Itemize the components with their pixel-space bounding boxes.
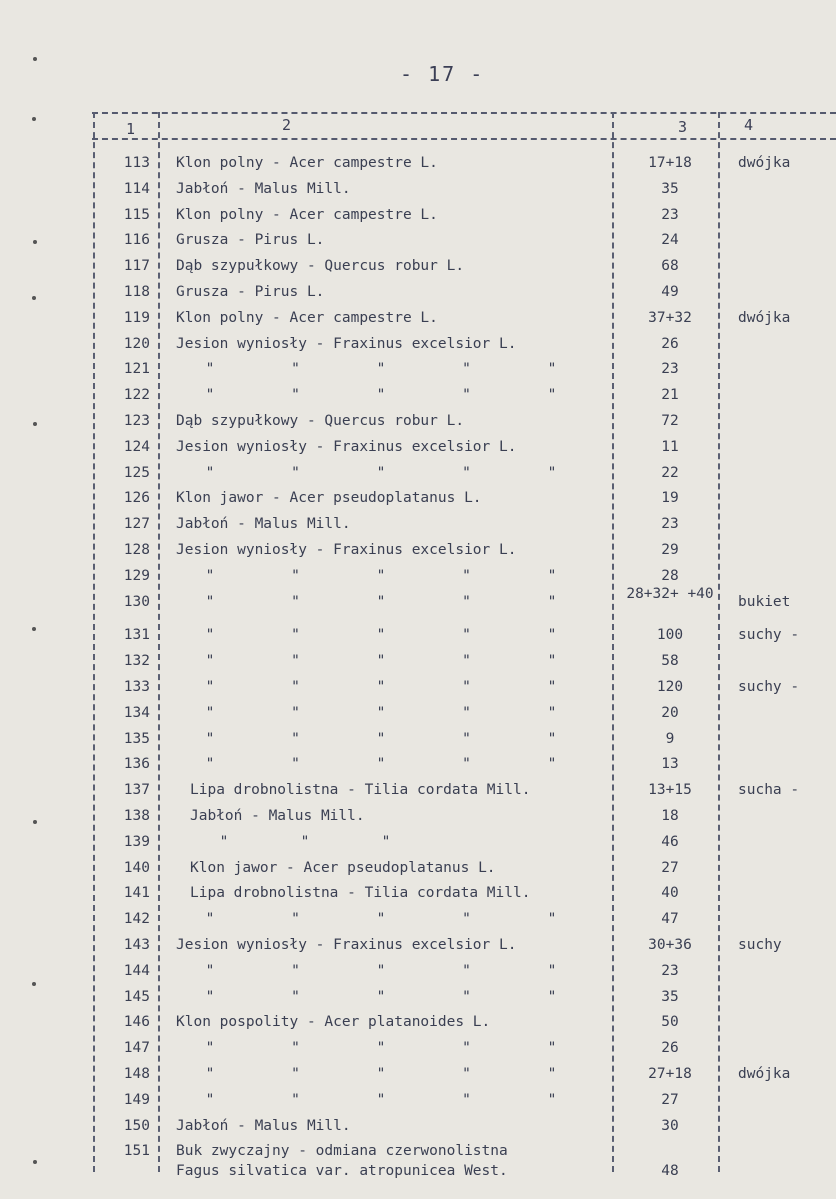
ditto-mark: " [547,962,557,979]
table-row [0,410,836,432]
species-name: Klon jawor - Acer pseudoplatanus L. [176,490,482,507]
circumference: 47 [661,911,679,928]
ditto-mark: " [376,387,386,404]
ditto-mark: " [291,988,300,1005]
circumference: 58 [661,653,679,670]
row-number: 145 [123,988,150,1005]
ditto-mark: " [376,730,386,747]
header-col-3: 3 [678,118,688,136]
row-number: 125 [123,464,150,481]
table-row [0,753,836,775]
ditto-mark: " [376,361,386,378]
ditto-mark: " [205,988,215,1005]
margin-dot [32,117,36,121]
row-number: 123 [123,413,150,429]
table-row [0,857,836,879]
ditto-mark: " [462,627,471,644]
remark: dwójka [738,1066,791,1082]
circumference: 28 [661,567,679,584]
ditto-mark: " [205,911,215,928]
circumference: 29 [661,542,679,558]
table-row [0,204,836,226]
row-number: 127 [123,516,150,533]
species-name: Jabłoń - Malus Mill. [176,1117,351,1134]
table-row [0,585,836,613]
ditto-mark: " [376,756,386,773]
ditto-mark: " [376,1066,386,1082]
remark: suchy - [738,627,800,644]
circumference: 23 [661,516,679,533]
circumference: 24 [661,232,679,249]
margin-dot [32,982,36,986]
table-row [0,513,836,535]
margin-dot [33,422,37,426]
ditto-marks [176,960,586,982]
table-row [0,307,836,329]
circumference: 28+32+ +40 [626,585,714,602]
row-number: 126 [123,490,150,507]
row-number: 130 [123,593,150,610]
ditto-mark: " [376,911,386,928]
ditto-marks [176,624,586,646]
margin-dot [33,240,37,244]
row-number: 119 [123,309,150,326]
ditto-mark: " [376,593,386,610]
ditto-mark: " [291,704,300,721]
row-number: 141 [123,885,150,902]
circumference: 23 [661,206,679,223]
ditto-mark: " [376,567,386,584]
ditto-mark: " [376,679,386,695]
ditto-mark: " [381,833,391,850]
ditto-mark: " [291,627,300,644]
row-number: 121 [123,361,150,378]
ditto-mark: " [376,653,386,670]
ditto-mark: " [219,833,229,850]
ditto-mark: " [547,911,557,928]
row-number: 140 [123,859,150,876]
circumference: 27 [661,1091,679,1108]
circumference: 100 [656,627,684,644]
table-row [0,152,836,174]
circumference: 18 [661,808,679,824]
ditto-marks [176,1063,586,1085]
row-number: 124 [123,438,150,455]
circumference: 27+18 [648,1066,692,1082]
remark: dwójka [738,309,791,326]
table-row [0,624,836,646]
row-number: 144 [123,962,150,979]
ditto-marks [176,702,586,724]
page-number: - 17 - [400,62,485,86]
row-number: 137 [123,782,150,799]
table-row [0,1160,836,1182]
ditto-mark: " [376,962,386,979]
table-row [0,565,836,587]
ditto-mark: " [547,653,557,670]
ditto-mark: " [462,1040,471,1057]
circumference: 30 [661,1117,679,1134]
table-row [0,779,836,801]
species-name: Klon jawor - Acer pseudoplatanus L. [190,859,496,876]
ditto-mark: " [462,962,471,979]
ditto-marks [176,358,586,380]
row-number: 132 [123,653,150,670]
row-number: 135 [123,730,150,747]
table-row [0,436,836,458]
ditto-mark: " [547,1091,557,1108]
ditto-marks [176,565,586,587]
table-row [0,882,836,904]
ditto-mark: " [376,1040,386,1057]
ditto-mark: " [205,1066,215,1082]
ditto-mark: " [291,1040,300,1057]
table-row [0,728,836,750]
table-row [0,539,836,561]
ditto-mark: " [547,593,557,610]
ditto-mark: " [205,567,215,584]
circumference: 40 [661,885,679,902]
ditto-mark: " [205,464,215,481]
ditto-mark: " [462,653,471,670]
row-number: 128 [123,542,150,558]
circumference: 22 [661,464,679,481]
ditto-mark: " [547,988,557,1005]
row-number: 115 [123,206,150,223]
circumference: 37+32 [648,309,692,326]
species-name: Jabłoń - Malus Mill. [176,180,351,197]
ditto-mark: " [291,653,300,670]
ditto-mark: " [462,567,471,584]
remark: suchy [738,937,782,953]
ditto-mark: " [547,730,557,747]
row-number: 131 [123,627,150,644]
circumference: 21 [661,387,679,404]
species-name: Lipa drobnolistna - Tilia cordata Mill. [190,782,531,799]
ditto-mark: " [462,361,471,378]
table-row [0,384,836,406]
species-name: Klon pospolity - Acer platanoides L. [176,1014,491,1031]
ditto-mark: " [547,387,557,404]
circumference: 46 [661,833,679,850]
ditto-mark: " [462,988,471,1005]
table-row [0,805,836,827]
table-row [0,178,836,200]
header-col-2: 2 [282,116,292,134]
table-row [0,1115,836,1137]
ditto-mark: " [376,704,386,721]
ditto-mark: " [205,653,215,670]
circumference: 72 [661,413,679,429]
circumference: 50 [661,1014,679,1031]
ditto-mark: " [547,361,557,378]
margin-dot [32,296,36,300]
table-row [0,1140,836,1162]
row-number: 116 [123,232,150,249]
table-row [0,358,836,380]
ditto-marks [176,1037,586,1059]
row-number: 122 [123,387,150,404]
table-row [0,229,836,251]
circumference: 35 [661,180,679,197]
ditto-mark: " [291,567,300,584]
row-number: 146 [123,1014,150,1031]
table-row [0,650,836,672]
ditto-mark: " [291,387,300,404]
remark: bukiet [738,593,791,610]
circumference: 17+18 [648,155,692,171]
ditto-marks [176,462,586,484]
ditto-mark: " [376,464,386,481]
table-row [0,487,836,509]
row-number: 120 [123,335,150,352]
ditto-mark: " [547,627,557,644]
ditto-mark: " [205,730,215,747]
species-name: Jesion wyniosły - Fraxinus excelsior L. [176,335,517,352]
table-row [0,908,836,930]
circumference: 30+36 [648,937,692,953]
ditto-mark: " [205,1091,215,1108]
ditto-marks [176,384,586,406]
ditto-mark: " [462,704,471,721]
species-name: Lipa drobnolistna - Tilia cordata Mill. [190,885,531,902]
table-row [0,960,836,982]
table-row [0,1037,836,1059]
remark: sucha - [738,782,800,799]
table-row [0,702,836,724]
circumference: 35 [661,988,679,1005]
ditto-mark: " [547,679,557,695]
ditto-marks [176,1089,586,1111]
circumference: 9 [665,730,675,747]
ditto-mark: " [205,962,215,979]
ditto-marks [176,676,586,698]
row-number: 114 [123,180,150,197]
margin-dot [33,820,37,824]
ditto-mark: " [291,593,300,610]
ditto-mark: " [205,361,215,378]
row-number: 129 [123,567,150,584]
ditto-mark: " [547,1040,557,1057]
ditto-mark: " [547,567,557,584]
ditto-mark: " [462,593,471,610]
margin-dot [33,57,37,61]
table-row [0,462,836,484]
circumference: 20 [661,704,679,721]
circumference: 27 [661,859,679,876]
ditto-marks [190,831,420,853]
circumference: 23 [661,361,679,378]
row-number: 113 [123,155,150,171]
header-col-1: 1 [126,120,136,138]
header-top-rule [92,112,836,114]
row-number: 151 [123,1143,150,1160]
ditto-marks [176,728,586,750]
ditto-mark: " [205,593,215,610]
species-name: Dąb szypułkowy - Quercus robur L. [176,258,465,275]
ditto-mark: " [205,704,215,721]
ditto-mark: " [462,679,471,695]
table-row [0,1063,836,1085]
circumference: 13 [661,756,679,773]
ditto-mark: " [205,1040,215,1057]
ditto-mark: " [462,1066,471,1082]
table-row [0,676,836,698]
species-name: Klon polny - Acer campestre L. [176,206,438,223]
ditto-mark: " [291,962,300,979]
ditto-mark: " [462,464,471,481]
species-name: Jesion wyniosły - Fraxinus excelsior L. [176,542,517,558]
header-bottom-rule [92,138,836,140]
circumference: 19 [661,490,679,507]
ditto-mark: " [205,627,215,644]
species-name: Buk zwyczajny - odmiana czerwonolistna [176,1143,508,1160]
species-name: Klon polny - Acer campestre L. [176,309,438,326]
ditto-mark: " [462,911,471,928]
row-number: 142 [123,911,150,928]
table-row [0,934,836,956]
ditto-mark: " [291,911,300,928]
table-row [0,1011,836,1033]
remark: dwójka [738,155,791,171]
row-number: 139 [123,833,150,850]
ditto-mark: " [291,464,300,481]
row-number: 117 [123,258,150,275]
ditto-mark: " [376,627,386,644]
header-col-4: 4 [744,116,754,134]
ditto-mark: " [462,756,471,773]
row-number: 147 [123,1040,150,1057]
ditto-mark: " [291,361,300,378]
row-number: 150 [123,1117,150,1134]
ditto-mark: " [205,387,215,404]
table-row [0,831,836,853]
ditto-mark: " [547,1066,557,1082]
ditto-mark: " [376,1091,386,1108]
ditto-mark: " [462,387,471,404]
species-name: Fagus silvatica var. atropunicea West. [176,1163,508,1180]
row-number: 148 [123,1066,150,1082]
ditto-mark: " [462,1091,471,1108]
row-number: 118 [123,284,150,300]
row-number: 136 [123,756,150,773]
species-name: Jesion wyniosły - Fraxinus excelsior L. [176,937,517,953]
row-number: 143 [123,937,150,953]
margin-dot [32,627,36,631]
ditto-mark: " [291,756,300,773]
table-row [0,986,836,1008]
circumference: 23 [661,962,679,979]
ditto-marks [176,591,586,613]
table-row [0,255,836,277]
ditto-mark: " [376,988,386,1005]
species-name: Grusza - Pirus L. [176,284,325,300]
circumference: 120 [656,679,684,695]
table-row [0,1089,836,1111]
ditto-mark: " [291,1091,300,1108]
circumference: 13+15 [648,782,692,799]
circumference: 49 [661,284,679,300]
ditto-mark: " [547,464,557,481]
table-row [0,333,836,355]
ditto-marks [176,986,586,1008]
ditto-mark: " [462,730,471,747]
row-number: 133 [123,679,150,695]
species-name: Jabłoń - Malus Mill. [190,808,365,824]
row-number: 138 [123,808,150,824]
margin-dot [33,1160,37,1164]
ditto-mark: " [291,730,300,747]
circumference: 48 [661,1163,679,1180]
circumference: 26 [661,335,679,352]
ditto-mark: " [205,756,215,773]
circumference: 11 [661,438,679,455]
ditto-mark: " [291,679,300,695]
circumference: 68 [661,258,679,275]
ditto-mark: " [205,679,215,695]
ditto-mark: " [300,833,310,850]
species-name: Dąb szypułkowy - Quercus robur L. [176,413,465,429]
ditto-marks [176,753,586,775]
remark: suchy - [738,679,800,695]
species-name: Grusza - Pirus L. [176,232,325,249]
row-number: 149 [123,1091,150,1108]
species-name: Klon polny - Acer campestre L. [176,155,438,171]
row-number: 134 [123,704,150,721]
circumference: 26 [661,1040,679,1057]
species-name: Jesion wyniosły - Fraxinus excelsior L. [176,438,517,455]
ditto-mark: " [547,756,557,773]
species-name: Jabłoń - Malus Mill. [176,516,351,533]
ditto-mark: " [547,704,557,721]
table-row [0,281,836,303]
ditto-marks [176,908,586,930]
ditto-marks [176,650,586,672]
ditto-mark: " [291,1066,300,1082]
